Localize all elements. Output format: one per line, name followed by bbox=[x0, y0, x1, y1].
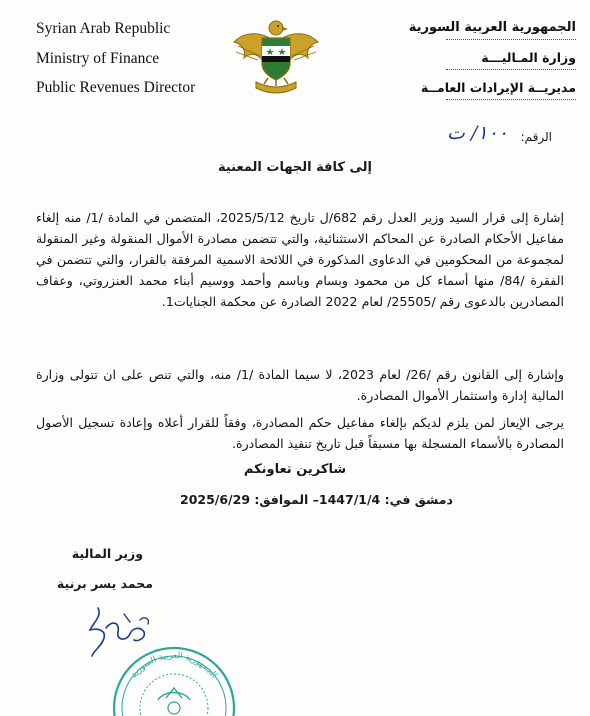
header-ar-rule-1 bbox=[446, 39, 576, 40]
official-seal-icon bbox=[108, 640, 240, 716]
addressee-heading: إلى كافة الجهات المعنية bbox=[217, 160, 373, 175]
header-ar-line3: مديريــة الإيرادات العامــة bbox=[420, 80, 576, 95]
seal-text: الجمهورية العربية السورية bbox=[129, 650, 219, 681]
date-line: دمشق في: 1447/1/4– الموافق: 2025/6/29 bbox=[180, 492, 453, 507]
closing-line: شاكرين تعاونكم bbox=[243, 462, 347, 477]
eagle-emblem-icon bbox=[230, 12, 322, 98]
header-ar-line1: الجمهورية العربية السورية bbox=[408, 20, 576, 35]
header-en-line2: Ministry of Finance bbox=[36, 50, 160, 67]
signatory-title: وزير المالية bbox=[71, 546, 143, 561]
svg-text:الجمهورية العربية السورية bbox=[129, 651, 219, 680]
body-paragraph-2: وإشارة إلى القانون رقم /26/ لعام 2023، لا سيما المادة /1/ منه، والتي تنص على ان تتولى وزارة المالية إدارة واستثمار الأموال المصادرة. bbox=[36, 367, 564, 403]
reference-value: ١٠٠/ ت bbox=[447, 122, 508, 144]
header-ar-rule-3 bbox=[446, 99, 576, 100]
body-paragraph-3: يرجى الإيعاز لمن يلزم لديكم بإلغاء مفاعيل حكم المصادرة، وفقاً للقرار أعلاه وإعادة تسجيل الأصول المصادرة بالأسماء المسجلة بها مسبقاً قبل تاريخ تنفيذ المصادرة. bbox=[36, 415, 564, 451]
reference-label: الرقم: bbox=[520, 130, 552, 144]
signatory-name: محمد يسر برنية bbox=[56, 576, 153, 591]
header-en-line1: Syrian Arab Republic bbox=[36, 20, 171, 37]
header-ar-line2: وزارة المـاليـــة bbox=[481, 50, 576, 65]
header-en-line3: Public Revenues Director bbox=[36, 79, 196, 96]
header-ar-rule-2 bbox=[446, 69, 576, 70]
body-paragraph-1: إشارة إلى قرار السيد وزير العدل رقم 682/ل تاريخ 2025/5/12، المتضمن في المادة /1/ منه إلغاء مفاعيل الأحكام الصادرة عن المحاكم الاستثنائية، والتي تتضمن مصادرة الأموال المنقولة وغير المنقولة لمجموعة من المحكومين في الدعاوى المذكورة في اللائحة الاسمية المرفقة بالقرار، والتي تتضمن في الفقرة /84/ منها أسماء كل من محمود وبسام وياسم وأحمد ووسيم أبناء محمد العنزروتي، وعفاف المصادرين بالدعوى رقم /25505/ لعام 2022 الصادرة عن محكمة الجنايات1. bbox=[36, 210, 565, 309]
